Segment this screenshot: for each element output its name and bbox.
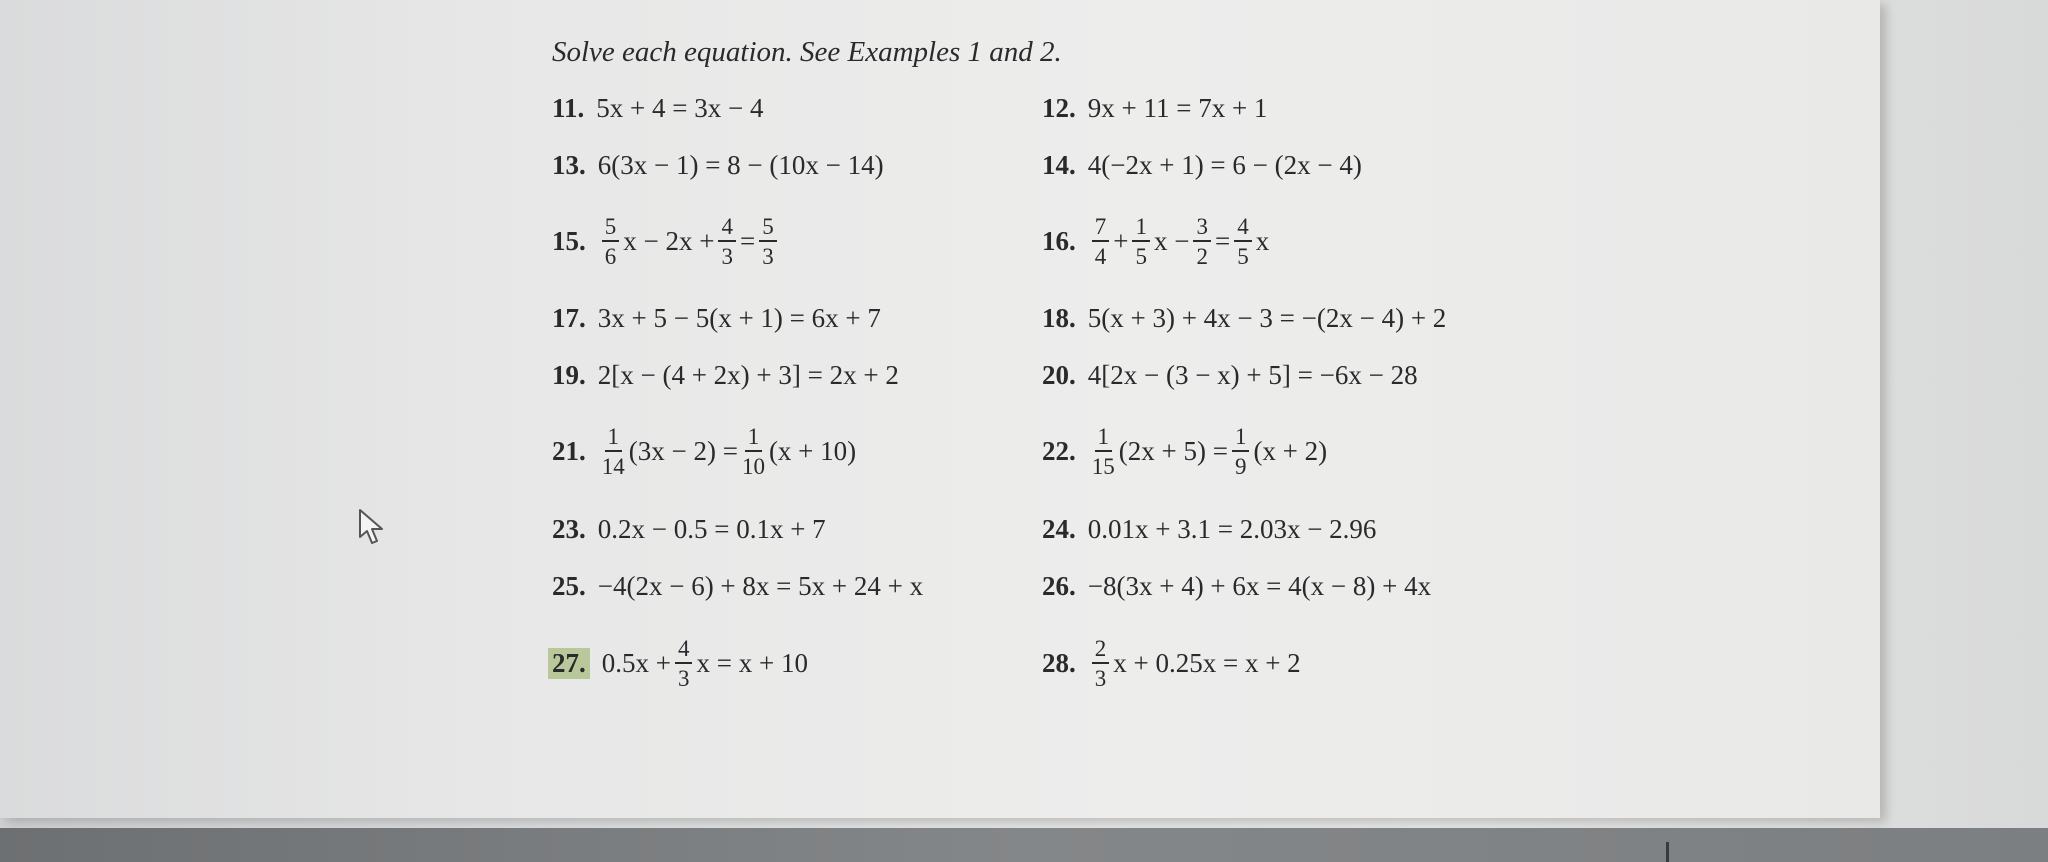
problem-28 [1042,635,1301,691]
arrow-pointer-icon [357,507,393,552]
numerator: 4 [675,637,693,664]
problem-number: 25. [552,570,586,601]
denominator: 14 [601,453,625,479]
problem-number: 14. [1042,149,1076,180]
numerator: 7 [1092,215,1110,242]
problem-number: 16. [1042,225,1076,256]
problem-number: 26. [1042,570,1076,601]
problem-11 [552,88,763,128]
denominator: 10 [741,453,765,479]
equation: 3x + 5 − 5(x + 1) = 6x + 7 [597,302,881,333]
numerator: 1 [1095,425,1113,452]
problem-24 [1042,509,1376,549]
equation-term: + [1113,225,1129,256]
problem-14 [1042,145,1362,185]
numerator: 4 [1234,215,1252,242]
equation: 5x + 4 = 3x − 4 [596,92,764,123]
bottom-strip [0,828,2048,862]
fraction [1092,637,1110,690]
denominator: 5 [1135,243,1147,269]
problem-26 [1042,566,1431,606]
numerator: 1 [605,425,623,452]
equation: −8(3x + 4) + 6x = 4(x − 8) + 4x [1087,570,1432,601]
problem-16 [1042,213,1270,269]
problem-number: 18. [1042,302,1076,333]
problem-22 [1042,423,1328,479]
fraction [602,425,625,478]
equation: 4[2x − (3 − x) + 5] = −6x − 28 [1087,359,1418,390]
equation-term: x = x + 10 [696,647,808,678]
problem-number-highlighted: 27. [548,648,590,679]
equation: 9x + 11 = 7x + 1 [1087,92,1268,123]
fraction [1193,215,1211,268]
problem-number: 20. [1042,359,1076,390]
numerator: 4 [718,215,736,242]
exercise-instructions: Solve each equation. See Examples 1 and 2. [552,36,1062,68]
equation: 0.01x + 3.1 = 2.03x − 2.96 [1087,513,1377,544]
fraction [675,637,693,690]
equation: 0.2x − 0.5 = 0.1x + 7 [597,513,826,544]
numerator: 1 [1132,215,1150,242]
fraction [1092,425,1115,478]
problem-12 [1042,88,1267,128]
denominator: 9 [1234,453,1247,479]
fraction [1234,215,1252,268]
equation: 4(−2x + 1) = 6 − (2x − 4) [1087,149,1362,180]
equation-term: (x + 10) [768,435,857,466]
denominator: 4 [1094,243,1107,269]
problem-number: 23. [552,513,586,544]
denominator: 6 [604,243,617,269]
equation-term: (2x + 5) = [1118,435,1228,466]
fraction [1232,425,1250,478]
problem-21 [552,423,857,479]
numerator: 2 [1092,637,1110,664]
denominator: 2 [1196,243,1208,269]
denominator: 3 [1094,665,1107,691]
problem-25 [552,566,923,606]
equation-term: x + 0.25x = x + 2 [1113,647,1301,678]
equation: 5(x + 3) + 4x − 3 = −(2x − 4) + 2 [1087,302,1447,333]
equation: −4(2x − 6) + 8x = 5x + 24 + x [597,570,924,601]
numerator: 1 [745,425,763,452]
numerator: 5 [602,215,620,242]
problem-number: 24. [1042,513,1076,544]
problem-number: 21. [552,435,586,466]
problem-number: 15. [552,225,586,256]
fraction [742,425,765,478]
equation-term: 0.5x + [601,647,671,678]
denominator: 3 [721,243,733,269]
problem-number: 28. [1042,647,1076,678]
problem-number: 13. [552,149,586,180]
denominator: 3 [762,243,774,269]
equation-term: = [1214,225,1231,256]
problem-13 [552,145,884,185]
fraction [718,215,736,268]
problem-23 [552,509,826,549]
equation-term: x − 2x + [623,225,715,256]
equation-term: = [739,225,756,256]
denominator: 15 [1091,453,1115,479]
problem-number: 12. [1042,92,1076,123]
denominator: 5 [1237,243,1249,269]
problem-number: 17. [552,302,586,333]
denominator: 3 [677,665,690,691]
bottom-divider [1666,842,1669,862]
problem-18 [1042,298,1446,338]
problem-19 [552,355,899,395]
problem-27 [552,635,808,691]
problem-number: 22. [1042,435,1076,466]
equation-term: (x + 2) [1253,435,1328,466]
numerator: 3 [1193,215,1211,242]
fraction [1092,215,1110,268]
problem-17 [552,298,881,338]
fraction [602,215,620,268]
numerator: 1 [1232,425,1250,452]
equation-term: (3x − 2) = [628,435,738,466]
problem-20 [1042,355,1418,395]
problem-number: 11. [552,92,585,123]
fraction [1132,215,1150,268]
equation: 2[x − (4 + 2x) + 3] = 2x + 2 [597,359,899,390]
equation: 6(3x − 1) = 8 − (10x − 14) [597,149,884,180]
problem-number: 19. [552,359,586,390]
fraction [759,215,777,268]
numerator: 5 [759,215,777,242]
equation-term: x − [1153,225,1190,256]
equation-term: x [1255,225,1270,256]
problem-15 [552,213,781,269]
